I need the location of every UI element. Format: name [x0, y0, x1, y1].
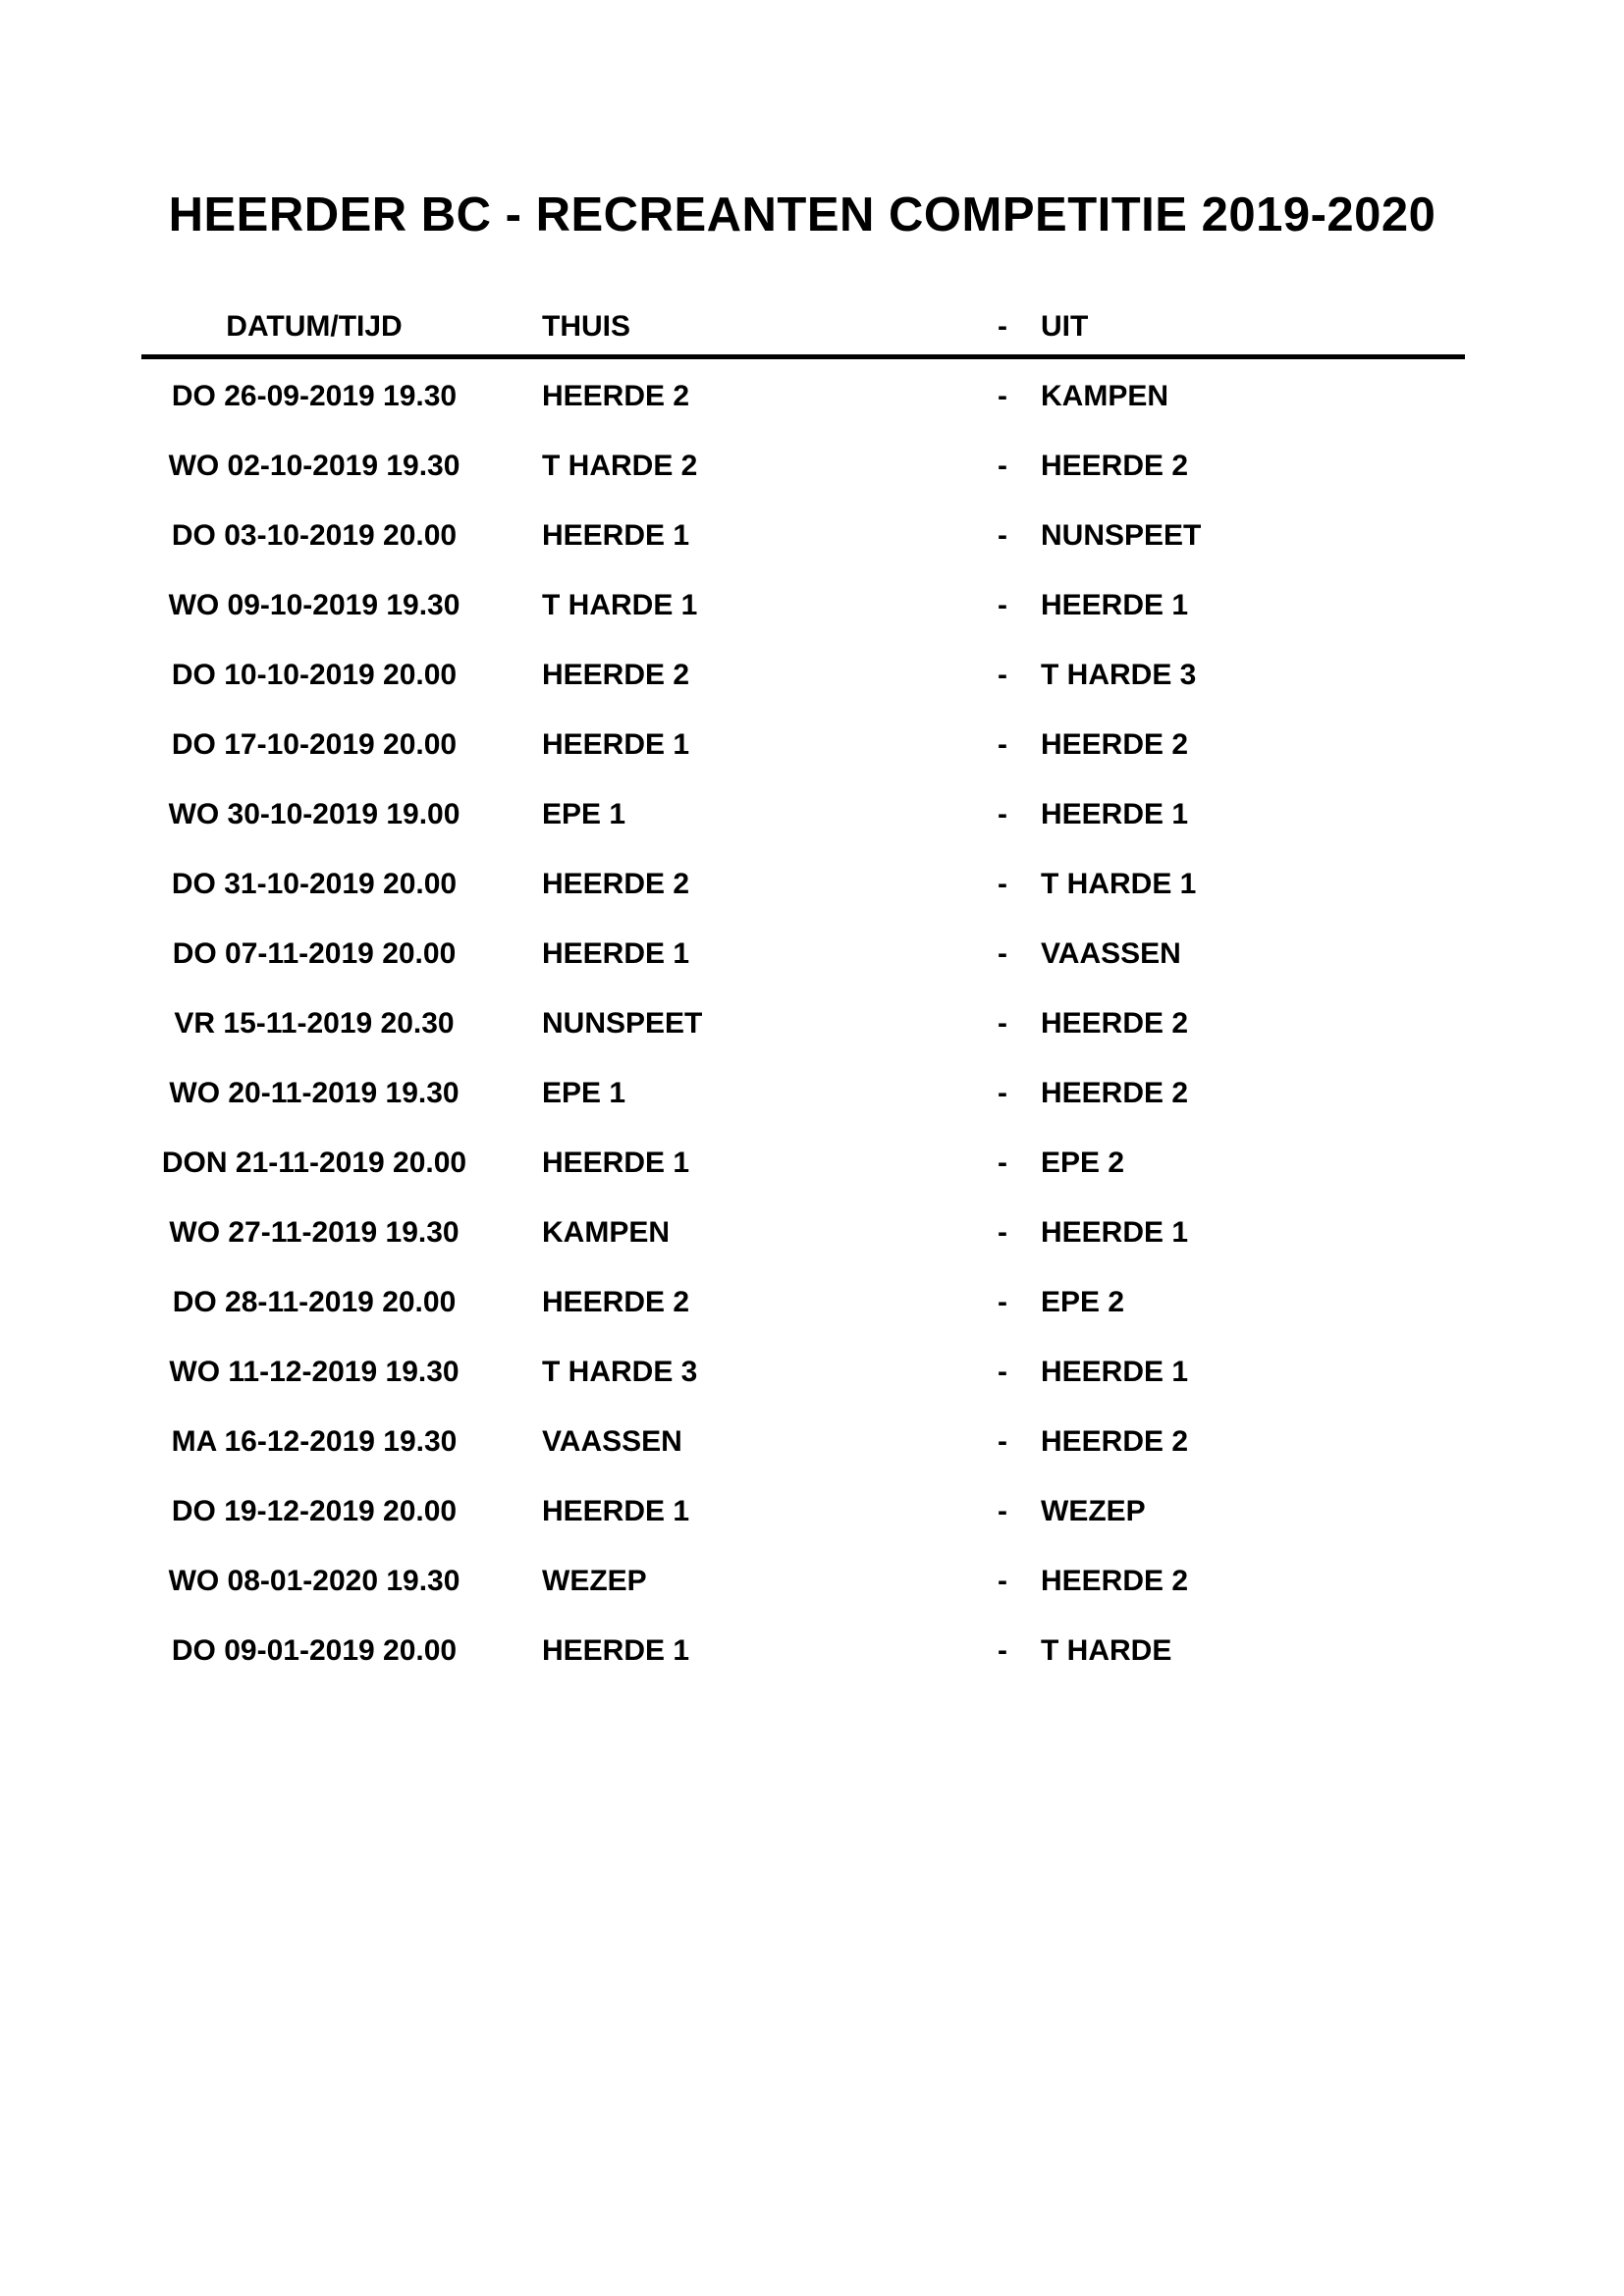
home-team: VAASSEN: [542, 1424, 682, 1458]
away-team: HEERDE 1: [1041, 1215, 1189, 1249]
table-row: [141, 1128, 1465, 1198]
home-team: HEERDE 1: [542, 1494, 690, 1527]
match-date: WO 30-10-2019 19.00: [168, 797, 460, 830]
table-row: [141, 361, 1465, 431]
column-header-home: THUIS: [542, 310, 630, 343]
separator: -: [998, 658, 1007, 691]
separator: -: [998, 936, 1007, 970]
match-date: WO 02-10-2019 19.30: [168, 449, 460, 482]
away-team: KAMPEN: [1041, 379, 1169, 412]
away-team: T HARDE: [1041, 1633, 1172, 1667]
separator: -: [998, 1424, 1007, 1458]
separator: -: [998, 1355, 1007, 1388]
separator: -: [998, 727, 1007, 761]
table-row: [141, 1407, 1465, 1476]
away-team: HEERDE 1: [1041, 797, 1189, 830]
away-team: HEERDE 2: [1041, 1424, 1189, 1458]
match-date: DO 31-10-2019 20.00: [171, 867, 458, 900]
table-row: [141, 570, 1465, 640]
match-date: MA 16-12-2019 19.30: [171, 1424, 458, 1458]
separator: -: [998, 518, 1007, 552]
table-row: [141, 1337, 1465, 1407]
table-row: [141, 849, 1465, 919]
match-date: DO 19-12-2019 20.00: [171, 1494, 458, 1527]
away-team: HEERDE 2: [1041, 1006, 1189, 1040]
separator: -: [998, 1215, 1007, 1249]
match-date: WO 09-10-2019 19.30: [168, 588, 460, 621]
away-team: HEERDE 2: [1041, 449, 1189, 482]
home-team: HEERDE 2: [542, 658, 690, 691]
match-date: VR 15-11-2019 20.30: [174, 1006, 455, 1040]
separator: -: [998, 1633, 1007, 1667]
separator: -: [998, 449, 1007, 482]
away-team: VAASSEN: [1041, 936, 1181, 970]
separator: -: [998, 1006, 1007, 1040]
home-team: HEERDE 1: [542, 936, 690, 970]
table-row: [141, 710, 1465, 779]
separator: -: [998, 1146, 1007, 1179]
away-team: EPE 2: [1041, 1285, 1125, 1318]
home-team: WEZEP: [542, 1564, 647, 1597]
away-team: T HARDE 3: [1041, 658, 1197, 691]
table-row: [141, 1058, 1465, 1128]
home-team: EPE 1: [542, 797, 626, 830]
separator: -: [998, 1076, 1007, 1109]
separator: -: [998, 588, 1007, 621]
away-team: WEZEP: [1041, 1494, 1146, 1527]
match-date: DO 03-10-2019 20.00: [171, 518, 458, 552]
column-header-date: DATUM/TIJD: [226, 310, 403, 343]
away-team: NUNSPEET: [1041, 518, 1202, 552]
match-date: DO 17-10-2019 20.00: [171, 727, 458, 761]
away-team: HEERDE 1: [1041, 588, 1189, 621]
match-date: DON 21-11-2019 20.00: [161, 1146, 467, 1179]
home-team: T HARDE 3: [542, 1355, 698, 1388]
table-row: [141, 501, 1465, 570]
home-team: NUNSPEET: [542, 1006, 703, 1040]
table-row: [141, 1546, 1465, 1616]
match-date: WO 08-01-2020 19.30: [168, 1564, 460, 1597]
home-team: T HARDE 1: [542, 588, 698, 621]
column-header-away: UIT: [1041, 310, 1089, 343]
separator: -: [998, 1494, 1007, 1527]
match-date: DO 07-11-2019 20.00: [172, 936, 457, 970]
home-team: HEERDE 2: [542, 867, 690, 900]
home-team: EPE 1: [542, 1076, 626, 1109]
home-team: HEERDE 1: [542, 1146, 690, 1179]
page-title: HEERDER BC - RECREANTEN COMPETITIE 2019-2020: [168, 187, 1436, 241]
table-row: [141, 640, 1465, 710]
away-team: HEERDE 2: [1041, 1564, 1189, 1597]
table-row: [141, 1198, 1465, 1267]
match-date: DO 09-01-2019 20.00: [171, 1633, 458, 1667]
separator: -: [998, 867, 1007, 900]
home-team: HEERDE 1: [542, 1633, 690, 1667]
table-body: [141, 359, 1465, 1685]
match-date: DO 26-09-2019 19.30: [171, 379, 458, 412]
match-date: DO 10-10-2019 20.00: [171, 658, 458, 691]
table-row: [141, 988, 1465, 1058]
match-date: DO 28-11-2019 20.00: [172, 1285, 457, 1318]
home-team: T HARDE 2: [542, 449, 698, 482]
home-team: KAMPEN: [542, 1215, 671, 1249]
match-date: WO 20-11-2019 19.30: [169, 1076, 460, 1109]
match-schedule-table: [141, 299, 1465, 1685]
table-row: [141, 919, 1465, 988]
match-date: WO 11-12-2019 19.30: [169, 1355, 460, 1388]
table-row: [141, 1616, 1465, 1685]
home-team: HEERDE 2: [542, 379, 690, 412]
table-row: [141, 779, 1465, 849]
separator: -: [998, 1564, 1007, 1597]
home-team: HEERDE 1: [542, 727, 690, 761]
table-row: [141, 1267, 1465, 1337]
separator: -: [998, 797, 1007, 830]
home-team: HEERDE 1: [542, 518, 690, 552]
separator: -: [998, 379, 1007, 412]
home-team: HEERDE 2: [542, 1285, 690, 1318]
away-team: T HARDE 1: [1041, 867, 1197, 900]
away-team: EPE 2: [1041, 1146, 1125, 1179]
away-team: HEERDE 1: [1041, 1355, 1189, 1388]
table-header-row: [141, 299, 1465, 359]
table-row: [141, 431, 1465, 501]
column-header-separator: -: [998, 310, 1007, 343]
away-team: HEERDE 2: [1041, 1076, 1189, 1109]
separator: -: [998, 1285, 1007, 1318]
table-row: [141, 1476, 1465, 1546]
match-date: WO 27-11-2019 19.30: [169, 1215, 460, 1249]
away-team: HEERDE 2: [1041, 727, 1189, 761]
